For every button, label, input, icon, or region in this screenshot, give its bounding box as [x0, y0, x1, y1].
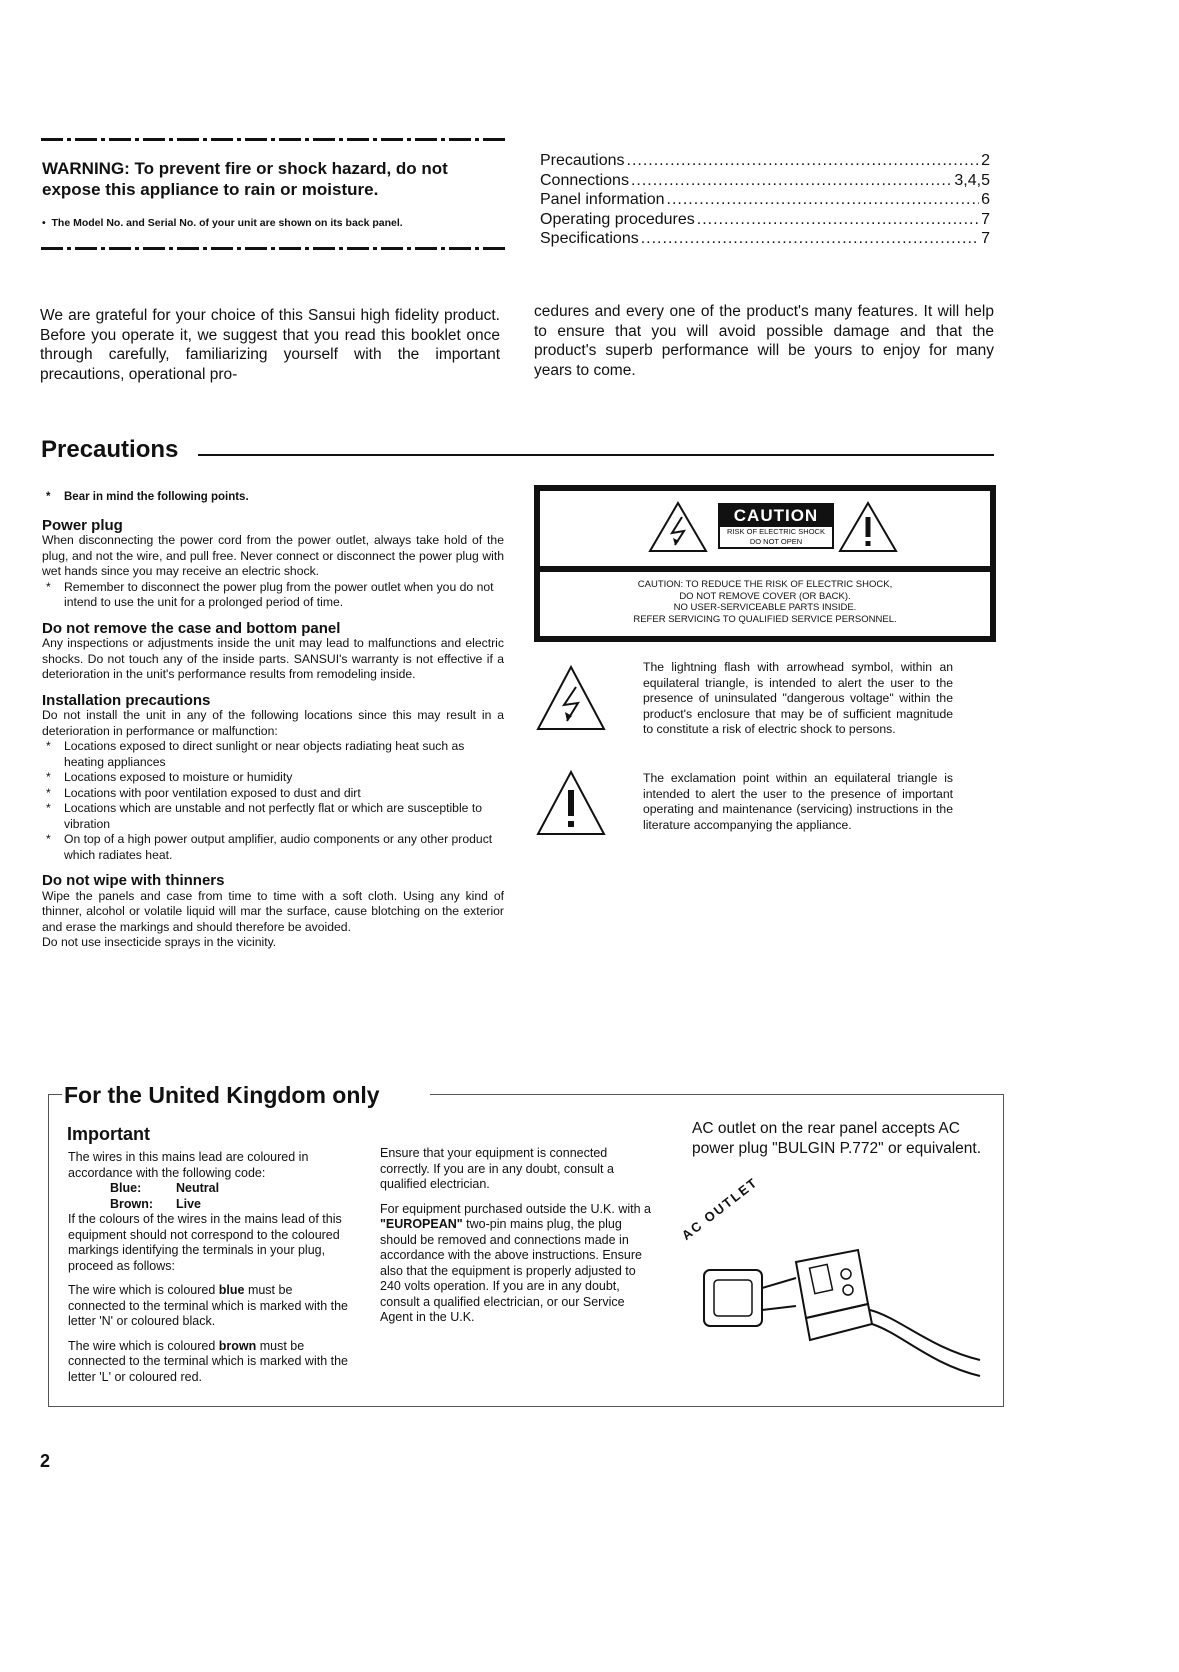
caution-line: CAUTION: TO REDUCE THE RISK OF ELECTRIC SHOCK, [637, 579, 893, 590]
uk-p4-b: brown [218, 1338, 257, 1353]
installation-bullet: * Locations with poor ventilation exposed to dust and dirt [42, 786, 504, 802]
exclamation-explanation: The exclamation point within an equilateral triangle is intended to alert the user to the presence of important operating and maintenance (servicing) instructions in the literature accompanying the appliance. [643, 771, 953, 832]
toc-leader [697, 210, 979, 230]
uk-box-corner [48, 1094, 62, 1095]
warning-bottom-rule [41, 247, 507, 250]
toc-row[interactable] [540, 151, 990, 171]
uk-m2-b: "EUROPEAN" [380, 1217, 463, 1231]
exclamation-triangle-icon [536, 770, 606, 836]
caution-sub2: DO NOT OPEN [749, 537, 803, 546]
uk-p4-a: The wire which is coloured [68, 1338, 219, 1353]
uk-blue-value: Neutral [176, 1181, 220, 1195]
thinners-body2: Do not use insecticide sprays in the vicinity. [42, 935, 277, 949]
toc-leader [631, 171, 952, 191]
power-plug-body: When disconnecting the power cord from the power outlet, always take hold of the plug, and not the wire, and pull free. Never connect or disconnect the power plug with wet hands since you may receive an electric shock. [42, 533, 504, 578]
page-number: 2 [40, 1451, 51, 1471]
uk-p3-a: The wire which is coloured [68, 1283, 219, 1297]
toc-page: 6 [981, 191, 990, 208]
lightning-triangle-icon [536, 665, 606, 731]
uk-title: For the United Kingdom only [64, 1082, 386, 1109]
toc-page: 7 [981, 210, 990, 228]
uk-m1: Ensure that your equipment is connected correctly. If you are in any doubt, consult a qualified electrician. [380, 1146, 614, 1191]
precautions-title: Precautions [41, 436, 179, 463]
installation-bullet: * Locations exposed to moisture or humidity [42, 770, 504, 786]
toc-page: 3,4,5 [954, 171, 990, 189]
warning-top-rule [41, 138, 507, 141]
caution-top-panel [540, 491, 990, 572]
power-plug-heading: Power plug [42, 516, 123, 534]
uk-m2-c: two-pin mains plug, the plug should be removed and connections made in accordance with the above instructions. Ensure also that the equipment is properly adjusted to 240 volts operation. If you are in any doubt, consult a qualified electrician, or our Service Agent in the U.K. [380, 1217, 642, 1324]
uk-important-heading: Important [67, 1124, 150, 1144]
warning-text: WARNING: To prevent fire or shock hazard, do not expose this appliance to rain or moisture. [42, 159, 448, 199]
intro-left: We are grateful for your choice of this Sansui high fidelity product. Before you operate it, we suggest that you read this booklet once through carefully, familiarizing yourself with the important precautions, operational pro- [40, 307, 500, 383]
warning-note-text: The Model No. and Serial No. of your unit are shown on its back panel. [51, 217, 403, 229]
uk-p4 [68, 1339, 348, 1386]
table-of-contents [540, 151, 990, 249]
toc-label: Precautions [540, 152, 625, 169]
caution-label-block [718, 503, 834, 549]
toc-row[interactable] [540, 171, 990, 191]
toc-leader [627, 151, 980, 171]
installation-bullet: * Locations which are unstable and not perfectly flat or which are susceptible to vibration [42, 801, 504, 832]
uk-left-column [68, 1150, 348, 1385]
ac-outlet-text: AC outlet on the rear panel accepts AC power plug "BULGIN P.772" or equivalent. [692, 1120, 982, 1157]
intro-right: cedures and every one of the product's many features. It will help to ensure that you will avoid possible damage and that the product's superb performance will be yours to enjoy for many years to come. [534, 303, 994, 379]
toc-label: Specifications [540, 230, 639, 247]
toc-row[interactable] [540, 210, 990, 230]
uk-brown-row [68, 1197, 348, 1213]
thinners-body: Wipe the panels and case from time to time with a soft cloth. Using any kind of thinner, alcohol or volatile liquid will mar the surface, cause blotching on the exterior and erase the markings and should therefore be avoided. [42, 888, 504, 934]
uk-brown-label: Brown: [110, 1196, 154, 1211]
precautions-lead: * Bear in mind the following points. [42, 490, 504, 506]
lightning-explanation: The lightning flash with arrowhead symbol, within an equilateral triangle, is intended to alert the user to the presence of uninsulated "dangerous voltage" within the product's enclosure that may be of sufficient magnitude to constitute a risk of electric shock to persons. [643, 660, 953, 736]
uk-p3-b: blue [218, 1283, 245, 1297]
caution-line: REFER SERVICING TO QUALIFIED SERVICE PERSONNEL. [633, 613, 897, 625]
uk-box-top-rule [430, 1094, 1003, 1095]
exclamation-triangle-icon [838, 501, 898, 553]
lightning-triangle-icon [648, 501, 708, 553]
installation-body: Do not install the unit in any of the following locations since this may result in a deterioration in performance or malfunction: [42, 708, 504, 738]
installation-bullet: * Locations exposed to direct sunlight or near objects radiating heat such as heating appliances [42, 739, 504, 770]
toc-page: 2 [981, 152, 990, 169]
toc-label: Panel information [540, 191, 665, 208]
caution-label: CAUTION [720, 505, 832, 527]
toc-row[interactable] [540, 190, 990, 210]
uk-p2: If the colours of the wires in the mains lead of this equipment should not correspond to the coloured markings identifying the terminals in your plug, proceed as follows: [68, 1212, 342, 1273]
caution-sub1: RISK OF ELECTRIC SHOCK [727, 527, 825, 536]
precautions-column [42, 490, 504, 951]
uk-p1: The wires in this mains lead are coloured in accordance with the following code: [68, 1150, 309, 1180]
case-panel-body: Any inspections or adjustments inside the unit may lead to malfunctions and electric shocks. Do not touch any of the inside parts. SANSUI's warranty is not effective if a deterioration in the unit's performance results from remodeling inside. [42, 636, 504, 681]
caution-box [534, 485, 996, 642]
uk-p3 [68, 1283, 348, 1330]
caution-line: DO NOT REMOVE COVER (OR BACK). [679, 590, 851, 602]
toc-row[interactable] [540, 229, 990, 249]
case-panel-heading: Do not remove the case and bottom panel [42, 619, 341, 637]
bullet-dot: • [42, 217, 52, 229]
uk-blue-label: Blue: [110, 1181, 142, 1195]
uk-blue-row [68, 1181, 348, 1197]
uk-m2-a: For equipment purchased outside the U.K. with a [380, 1201, 651, 1216]
uk-p4-c: must be connected to the terminal which is marked with the letter 'L' or coloured red. [68, 1338, 348, 1384]
toc-leader [667, 190, 980, 210]
installation-bullet: * On top of a high power output amplifier, audio components or any other product which radiates heat. [42, 832, 504, 863]
uk-p3-c: must be connected to the terminal which is marked with the letter 'N' or coloured black. [68, 1283, 348, 1328]
installation-heading: Installation precautions [42, 691, 211, 709]
toc-label: Connections [540, 171, 629, 189]
uk-middle-column [380, 1146, 658, 1326]
ac-plug-illustration-icon [700, 1248, 982, 1388]
uk-m2 [380, 1202, 658, 1326]
uk-brown-value: Live [176, 1196, 202, 1211]
precautions-title-rule [198, 454, 994, 456]
caution-lines [540, 579, 990, 625]
thinners-heading: Do not wipe with thinners [42, 872, 225, 889]
toc-leader [641, 229, 979, 249]
ac-outlet-label: AC OUTLET [678, 1174, 761, 1243]
caution-line: NO USER-SERVICEABLE PARTS INSIDE. [673, 602, 857, 613]
warning-note [42, 217, 512, 229]
toc-page: 7 [981, 230, 990, 247]
toc-label: Operating procedures [540, 210, 695, 228]
power-plug-bullet: * Remember to disconnect the power plug from the power outlet when you do not intend to use the unit for a prolonged period of time. [42, 580, 504, 611]
